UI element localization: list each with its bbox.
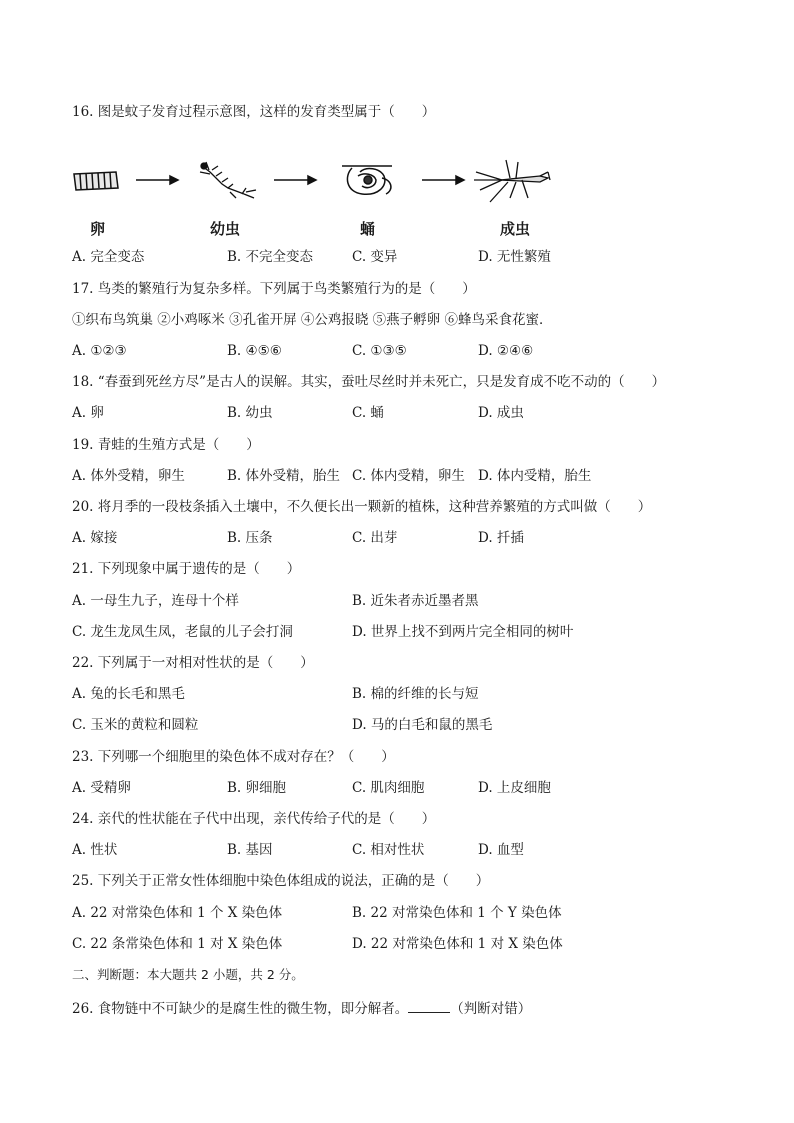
q20-option-c[interactable]: C. 出芽 bbox=[352, 530, 398, 546]
arrow-3 bbox=[422, 176, 464, 184]
question-23-stem: 23. 下列哪一个细胞里的染色体不成对存在？（ ） bbox=[72, 749, 395, 765]
q16-option-b[interactable]: B. 不完全变态 bbox=[227, 249, 314, 265]
q25-option-b[interactable]: B. 22 对常染色体和 1 个 Y 染色体 bbox=[352, 905, 562, 921]
q16-option-c[interactable]: C. 变异 bbox=[352, 249, 398, 265]
question-16-stem: 16. 图是蚊子发育过程示意图，这样的发育类型属于（ ） bbox=[72, 104, 436, 120]
q17-option-d[interactable]: D. ②④⑥ bbox=[478, 343, 534, 359]
section-2-heading: 二、判断题：本大题共 2 小题，共 2 分。 bbox=[72, 967, 304, 982]
q18-option-c[interactable]: C. 蛹 bbox=[352, 405, 384, 421]
q24-option-d[interactable]: D. 血型 bbox=[478, 842, 524, 858]
q24-option-c[interactable]: C. 相对性状 bbox=[352, 842, 425, 858]
stage-label-larva: 幼虫 bbox=[210, 220, 241, 238]
question-26-stem: 26. 食物链中不可缺少的是腐生性的微生物，即分解者。 bbox=[72, 1001, 409, 1017]
question-20-stem: 20. 将月季的一段枝条插入土壤中，不久便长出一颗新的植株，这种营养繁殖的方式叫做（ ） bbox=[72, 499, 652, 515]
arrow-1 bbox=[136, 176, 178, 184]
q25-option-d[interactable]: D. 22 对常染色体和 1 对 X 染色体 bbox=[352, 936, 563, 952]
q19-option-d[interactable]: D. 体内受精，胎生 bbox=[478, 468, 592, 484]
q16-option-a[interactable]: A. 完全变态 bbox=[72, 249, 145, 265]
q22-option-a[interactable]: A. 兔的长毛和黑毛 bbox=[72, 686, 185, 702]
q24-option-a[interactable]: A. 性状 bbox=[72, 842, 118, 858]
pupa-drawing bbox=[342, 166, 392, 194]
mosquito-development-figure bbox=[70, 158, 570, 248]
arrow-2 bbox=[274, 176, 316, 184]
q22-option-b[interactable]: B. 棉的纤维的长与短 bbox=[352, 686, 479, 702]
q24-option-b[interactable]: B. 基因 bbox=[227, 842, 273, 858]
egg-raft-drawing bbox=[74, 172, 118, 190]
q19-option-b[interactable]: B. 体外受精，胎生 bbox=[227, 468, 341, 484]
q21-option-b[interactable]: B. 近朱者赤近墨者黑 bbox=[352, 593, 479, 609]
q23-option-a[interactable]: A. 受精卵 bbox=[72, 780, 131, 796]
stage-label-egg: 卵 bbox=[90, 220, 106, 238]
question-24-stem: 24. 亲代的性状能在子代中出现，亲代传给子代的是（ ） bbox=[72, 811, 436, 827]
q16-option-d[interactable]: D. 无性繁殖 bbox=[478, 249, 551, 265]
q23-option-c[interactable]: C. 肌肉细胞 bbox=[352, 780, 425, 796]
stage-label-adult: 成虫 bbox=[500, 220, 531, 238]
q17-option-b[interactable]: B. ④⑤⑥ bbox=[227, 343, 282, 359]
q23-option-d[interactable]: D. 上皮细胞 bbox=[478, 780, 551, 796]
q20-option-d[interactable]: D. 扦插 bbox=[478, 530, 524, 546]
q20-option-b[interactable]: B. 压条 bbox=[227, 530, 273, 546]
larva-drawing bbox=[200, 162, 256, 198]
q19-option-a[interactable]: A. 体外受精，卵生 bbox=[72, 468, 185, 484]
question-26 bbox=[72, 998, 531, 1018]
q25-option-a[interactable]: A. 22 对常染色体和 1 个 X 染色体 bbox=[72, 905, 283, 921]
q21-option-a[interactable]: A. 一母生九子，连母十个样 bbox=[72, 593, 239, 609]
answer-blank[interactable] bbox=[408, 998, 450, 1013]
question-17-items: ①织布鸟筑巢 ②小鸡啄米 ③孔雀开屏 ④公鸡报晓 ⑤燕子孵卵 ⑥蜂鸟采食花蜜． bbox=[72, 312, 553, 328]
question-26-suffix: （判断对错） bbox=[450, 1001, 532, 1017]
question-22-stem: 22. 下列属于一对相对性状的是（ ） bbox=[72, 655, 314, 671]
stage-label-pupa: 蛹 bbox=[360, 220, 376, 238]
q21-option-c[interactable]: C. 龙生龙凤生凤，老鼠的儿子会打洞 bbox=[72, 624, 293, 640]
q23-option-b[interactable]: B. 卵细胞 bbox=[227, 780, 287, 796]
q18-option-a[interactable]: A. 卵 bbox=[72, 405, 104, 421]
question-25-stem: 25. 下列关于正常女性体细胞中染色体组成的说法，正确的是（ ） bbox=[72, 873, 490, 889]
q22-option-c[interactable]: C. 玉米的黄粒和圆粒 bbox=[72, 717, 199, 733]
q19-option-c[interactable]: C. 体内受精，卵生 bbox=[352, 468, 465, 484]
mosquito-lifecycle-diagram bbox=[70, 158, 570, 218]
q22-option-d[interactable]: D. 马的白毛和鼠的黑毛 bbox=[352, 717, 493, 733]
q18-option-b[interactable]: B. 幼虫 bbox=[227, 405, 273, 421]
q17-option-a[interactable]: A. ①②③ bbox=[72, 343, 127, 359]
q17-option-c[interactable]: C. ①③⑤ bbox=[352, 343, 407, 359]
question-18-stem: 18. “春蚕到死丝方尽”是古人的误解。其实，蚕吐尽丝时并未死亡，只是发育成不吃不动的（ ） bbox=[72, 374, 666, 390]
adult-mosquito-drawing bbox=[474, 160, 550, 202]
q21-option-d[interactable]: D. 世界上找不到两片完全相同的树叶 bbox=[352, 624, 574, 640]
q20-option-a[interactable]: A. 嫁接 bbox=[72, 530, 118, 546]
q18-option-d[interactable]: D. 成虫 bbox=[478, 405, 524, 421]
question-21-stem: 21. 下列现象中属于遗传的是（ ） bbox=[72, 561, 301, 577]
question-19-stem: 19. 青蛙的生殖方式是（ ） bbox=[72, 437, 260, 453]
question-17-stem: 17. 鸟类的繁殖行为复杂多样。下列属于鸟类繁殖行为的是（ ） bbox=[72, 281, 476, 297]
q25-option-c[interactable]: C. 22 条常染色体和 1 对 X 染色体 bbox=[72, 936, 283, 952]
